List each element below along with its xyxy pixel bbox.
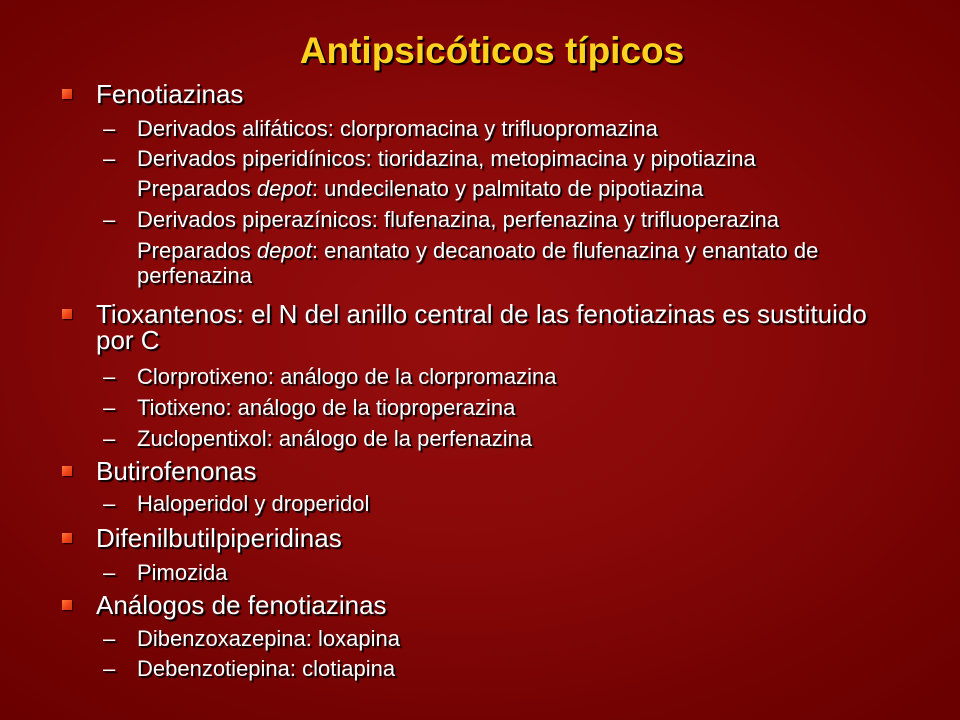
sub-item-text: Derivados piperazínicos: flufenazina, perfenazina y trifluoperazina bbox=[137, 207, 780, 232]
sub-item-derivados-piperazinicos bbox=[103, 207, 877, 232]
dash-marker: – bbox=[103, 626, 116, 651]
sub-item-derivados-piperidinicos bbox=[103, 146, 877, 171]
sub-item-derivados-alifaticos bbox=[103, 116, 877, 141]
depot-note-suffix: : enantato y decanoato de flufenazina y enantato de perfenazina bbox=[137, 238, 819, 288]
sub-item-pimozida bbox=[103, 560, 877, 585]
dash-marker: – bbox=[103, 116, 116, 141]
bullet-text: Análogos de fenotiazinas bbox=[96, 590, 387, 620]
sub-item-text: Tiotixeno: análogo de la tioproperazina bbox=[137, 395, 516, 420]
sub-item-clorprotixeno bbox=[103, 364, 877, 389]
square-bullet-icon bbox=[62, 533, 72, 543]
sub-item-text: Zuclopentixol: análogo de la perfenazina bbox=[137, 426, 533, 451]
sub-item-dibenzoxazepina bbox=[103, 626, 877, 651]
sub-item-text: Pimozida bbox=[137, 560, 228, 585]
bullet-text: Tioxantenos: el N del anillo central de las fenotiazinas es sustituido por C bbox=[96, 299, 867, 355]
depot-note-italic: depot bbox=[256, 238, 312, 263]
sub-item-zuclopentixol bbox=[103, 426, 877, 451]
sub-item-haloperidol bbox=[103, 491, 877, 516]
sub-item-debenzotiepina bbox=[103, 656, 877, 681]
bullet-text: Difenilbutilpiperidinas bbox=[96, 523, 342, 553]
bullet-butirofenonas bbox=[96, 458, 896, 484]
depot-note-prefix: Preparados bbox=[137, 238, 257, 263]
dash-marker: – bbox=[103, 656, 116, 681]
depot-note-flufenazina bbox=[137, 238, 877, 288]
bullet-tioxantenos bbox=[96, 301, 896, 353]
depot-note-suffix: : undecilenato y palmitato de pipotiazina bbox=[311, 176, 704, 201]
square-bullet-icon bbox=[62, 600, 72, 610]
depot-note-italic: depot bbox=[256, 176, 312, 201]
sub-item-text: Derivados alifáticos: clorpromacina y trifluopromazina bbox=[137, 116, 658, 141]
dash-marker: – bbox=[103, 491, 116, 516]
dash-marker: – bbox=[103, 426, 116, 451]
dash-marker: – bbox=[103, 364, 116, 389]
sub-item-text: Clorprotixeno: análogo de la clorpromazina bbox=[137, 364, 557, 389]
dash-marker: – bbox=[103, 207, 116, 232]
sub-item-text: Derivados piperidínicos: tioridazina, metopimacina y pipotiazina bbox=[137, 146, 756, 171]
dash-marker: – bbox=[103, 395, 116, 420]
bullet-difenilbutilpiperidinas bbox=[96, 525, 896, 551]
sub-item-tiotixeno bbox=[103, 395, 877, 420]
depot-note-pipotiazina bbox=[137, 176, 877, 201]
bullet-text: Fenotiazinas bbox=[96, 79, 244, 109]
depot-note-prefix: Preparados bbox=[137, 176, 257, 201]
sub-item-text: Debenzotiepina: clotiapina bbox=[137, 656, 396, 681]
bullet-analogos-fenotiazinas bbox=[96, 592, 896, 618]
sub-item-text: Dibenzoxazepina: loxapina bbox=[137, 626, 400, 651]
dash-marker: – bbox=[103, 146, 116, 171]
slide-title: Antipsicóticos típicos bbox=[299, 30, 685, 71]
bullet-fenotiazinas bbox=[96, 81, 896, 107]
square-bullet-icon bbox=[62, 309, 72, 319]
square-bullet-icon bbox=[62, 89, 72, 99]
sub-item-text: Haloperidol y droperidol bbox=[137, 491, 370, 516]
dash-marker: – bbox=[103, 560, 116, 585]
bullet-text: Butirofenonas bbox=[96, 456, 257, 486]
square-bullet-icon bbox=[62, 466, 72, 476]
